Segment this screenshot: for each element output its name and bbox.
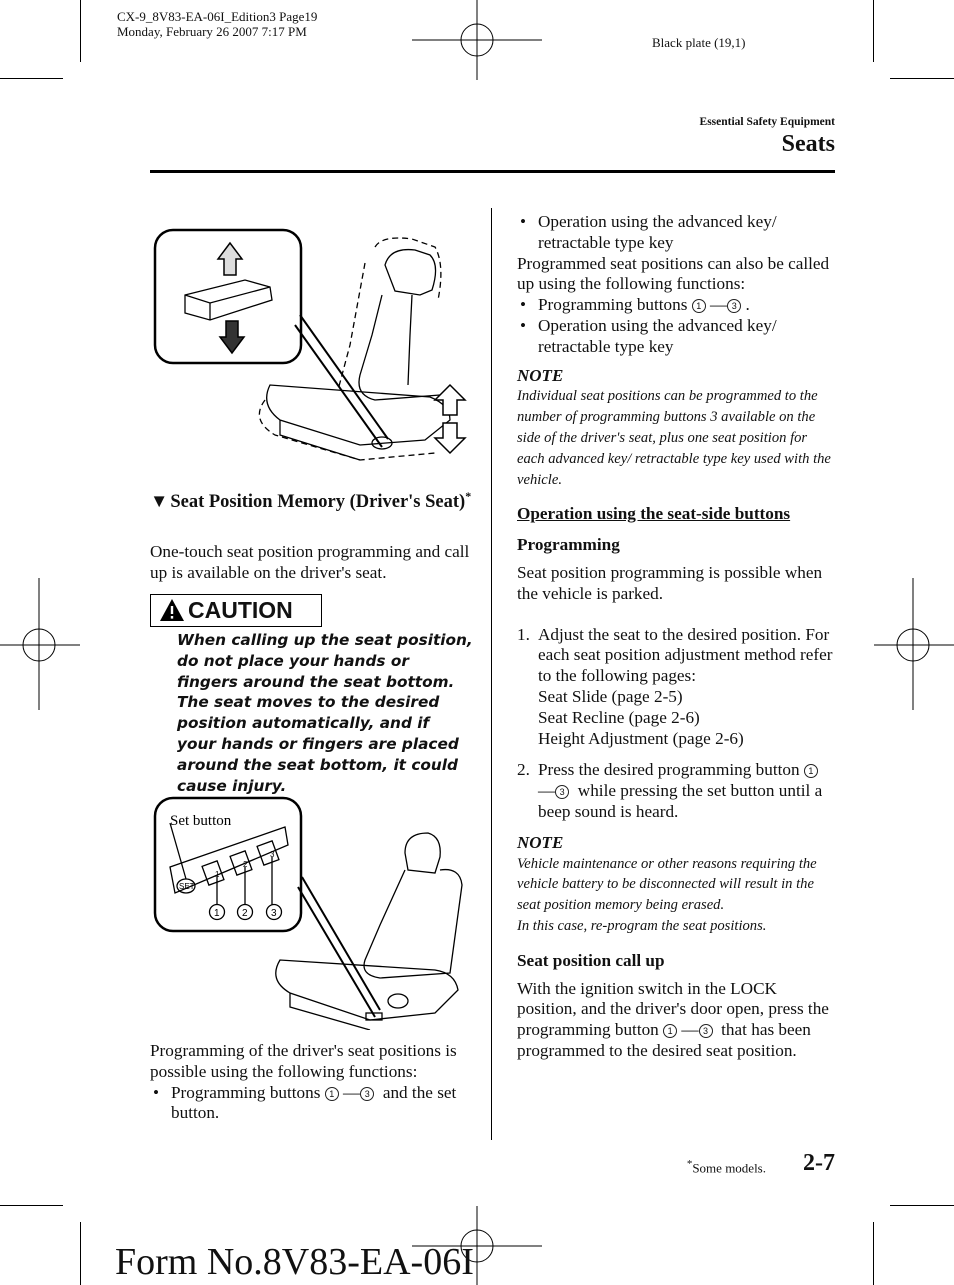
callout-1: 1 xyxy=(214,908,220,919)
note2-text1: Vehicle maintenance or other reasons requiring the vehicle battery to be disconnected will result in the seat position memory being erased. xyxy=(517,855,817,914)
caution-label: CAUTION xyxy=(188,597,293,623)
print-header-line1: CX-9_8V83-EA-06I_Edition3 Page19 xyxy=(117,9,318,24)
circled-number: 3 xyxy=(360,1087,374,1101)
heading-marker: ▼ xyxy=(150,492,169,513)
column-divider xyxy=(491,208,492,1140)
programming-intro: Programming of the driver's seat positions is possible using the following functions: xyxy=(150,1041,457,1081)
btn-number-1: 1 xyxy=(215,870,220,879)
programming-functions xyxy=(150,1041,472,1124)
list-item: • Programming buttons 1 — 3 . xyxy=(517,295,835,316)
heading-star: * xyxy=(465,489,472,503)
page-number: 2-7 xyxy=(803,1150,835,1176)
section-label: Essential Safety Equipment xyxy=(699,116,835,128)
right-column xyxy=(517,212,835,1062)
list-item: • Operation using the advanced key/ retractable type key xyxy=(517,316,835,358)
circled-number: 3 xyxy=(699,1024,713,1038)
header-rule xyxy=(150,170,835,173)
programming-heading: Programming xyxy=(517,535,620,555)
some-models-note: *Some models. xyxy=(686,1158,766,1176)
set-button-label: Set button xyxy=(170,813,232,829)
note1-heading: NOTE xyxy=(517,365,564,385)
note2-text2: In this case, re-program the seat positions. xyxy=(517,917,767,934)
btn-number-2: 2 xyxy=(243,860,248,869)
callup-text: With the ignition switch in the LOCK position, and the driver's door open, press the programming button 1 — 3 that has been programmed to the desired seat position. xyxy=(517,978,829,1060)
op-heading: Operation using the seat-side buttons xyxy=(517,504,791,524)
list-item: 2. Press the desired programming button 1 — 3 while pressing the set button until a beep sound is heard. xyxy=(517,760,823,821)
section-title: Seats xyxy=(781,131,835,157)
list-item: • Programming buttons 1 — 3 and the set button. xyxy=(150,1083,472,1125)
btn-number-3: 3 xyxy=(270,850,275,859)
form-number: Form No.8V83-EA-06I xyxy=(115,1241,474,1283)
caution-text: When calling up the seat position, do not place your hands or fingers around the seat bottom. The seat moves to the desired position automatically, and if your hands or fingers are placed around the seat bottom, it could cause injury. xyxy=(177,631,473,795)
circled-number: 1 xyxy=(804,764,818,778)
callout-2: 2 xyxy=(242,908,248,919)
print-header-line2: Monday, February 26 2007 7:17 PM xyxy=(117,24,307,39)
circled-number: 3 xyxy=(555,785,569,799)
heading-text: Seat Position Memory (Driver's Seat) xyxy=(170,492,466,513)
callout-3: 3 xyxy=(271,908,277,919)
callup-heading: Seat position call up xyxy=(517,950,665,970)
warning-triangle-icon xyxy=(159,598,185,622)
set-button-text: SET xyxy=(179,882,195,891)
black-plate: Black plate (19,1) xyxy=(652,35,746,50)
circled-number: 3 xyxy=(727,299,741,313)
circled-number: 1 xyxy=(663,1024,677,1038)
note1-text: Individual seat positions can be programmed to the number of programming buttons 3 available on the side of the driver's seat, plus one seat position for each advanced key/ retractable type key used with the vehicle. xyxy=(517,388,831,488)
list-item: 1. Adjust the seat to the desired position. For each seat position adjustment method refer to the following pages: Seat Slide (page 2-5) Seat Recline (page 2-6) Height Adjustment (page 2-6) xyxy=(517,624,833,748)
called-up-intro: Programmed seat positions can also be called up using the following functions: xyxy=(517,253,830,294)
caution-box xyxy=(150,594,322,627)
note2-heading: NOTE xyxy=(517,832,564,852)
memory-intro: One-touch seat position programming and call up is available on the driver's seat. xyxy=(150,542,470,582)
seat-height-figure xyxy=(150,225,470,470)
print-header xyxy=(117,9,317,39)
circled-number: 1 xyxy=(692,299,706,313)
seat-buttons-figure xyxy=(150,795,470,1030)
memory-heading xyxy=(150,485,472,513)
list-item: • Operation using the advanced key/ retractable type key xyxy=(517,212,835,254)
programming-text: Seat position programming is possible when the vehicle is parked. xyxy=(517,562,823,603)
circled-number: 1 xyxy=(325,1087,339,1101)
